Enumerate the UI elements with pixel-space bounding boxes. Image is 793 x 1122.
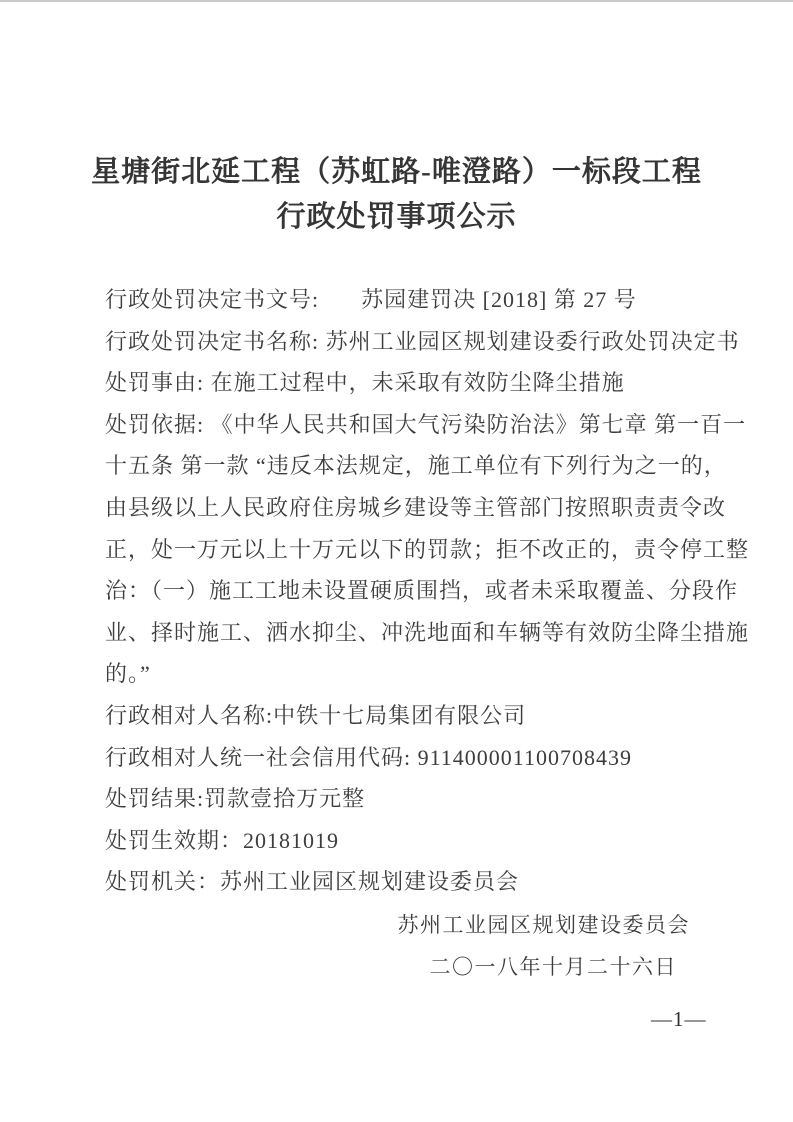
penalty-basis-continuation-6: 的。”	[105, 661, 151, 687]
penalty-basis-continuation-5: 业、择时施工、洒水抑尘、冲洗地面和车辆等有效防尘降尘措施	[105, 619, 750, 645]
party-name-line: 行政相对人名称:中铁十七局集团有限公司	[105, 702, 527, 728]
signature-date: 二〇一八年十月二十六日	[429, 955, 677, 979]
doc-number-line	[105, 279, 715, 321]
signature-block	[398, 904, 706, 988]
penalty-reason-line: 处罚事由: 在施工过程中，未采取有效防尘降尘措施	[105, 370, 625, 396]
scan-edge-artifact	[0, 0, 793, 2]
document-body	[105, 279, 750, 903]
doc-name-line: 行政处罚决定书名称: 苏州工业园区规划建设委行政处罚决定书	[105, 328, 740, 354]
page-number: —1—	[651, 1007, 707, 1031]
penalty-authority-line: 处罚机关：苏州工业园区规划建设委员会	[105, 869, 520, 895]
title-line-1: 星塘街北延工程（苏虹路-唯澄路）一标段工程	[91, 156, 702, 188]
penalty-basis-continuation-2: 由县级以上人民政府住房城乡建设等主管部门按照职责责令改	[105, 494, 727, 520]
penalty-basis-line: 处罚依据: 《中华人民共和国大气污染防治法》第七章 第一百一	[105, 411, 747, 437]
doc-number-label: 行政处罚决定书文号:	[105, 287, 320, 312]
penalty-basis-continuation-1: 十五条 第一款 “违反本法规定，施工单位有下列行为之一的，	[105, 453, 727, 479]
signature-organization: 苏州工业园区规划建设委员会	[397, 913, 690, 937]
effective-date-line: 处罚生效期：20181019	[105, 827, 340, 853]
doc-number-value: 苏园建罚决 [2018] 第 27 号	[361, 287, 637, 312]
penalty-basis-continuation-4: 治：（一）施工工地未设置硬质围挡，或者未采取覆盖、分段作	[105, 578, 739, 604]
document-title	[0, 150, 793, 240]
credit-code-line: 行政相对人统一社会信用代码: 911400001100708439	[105, 744, 632, 770]
penalty-result-line: 处罚结果:罚款壹拾万元整	[105, 786, 366, 812]
title-line-2: 行政处罚事项公示	[276, 201, 517, 233]
penalty-basis-continuation-3: 正，处一万元以上十万元以下的罚款；拒不改正的，责令停工整	[105, 536, 750, 562]
